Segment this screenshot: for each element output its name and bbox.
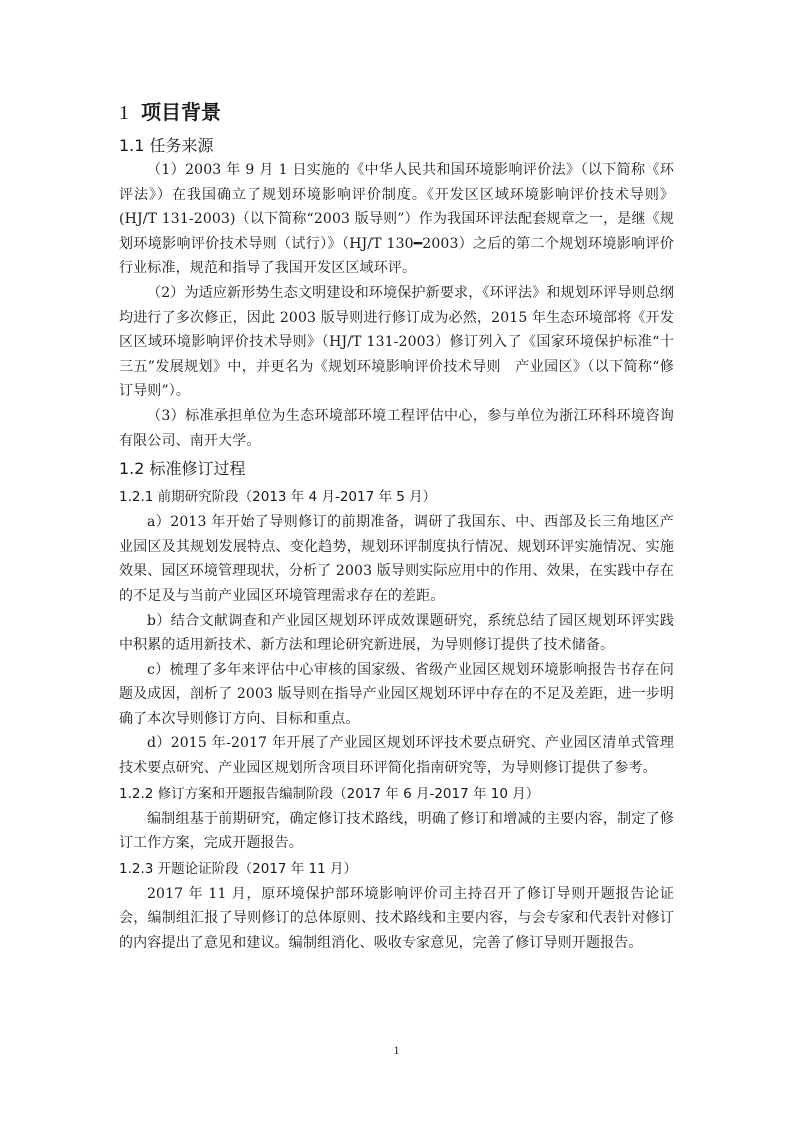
paragraph: b）结合文献调查和产业园区规划环评成效课题研究，系统总结了园区规划环评实践中积累的适用新技术、新方法和理论研究新进展，为导则修订提供了技术储备。 xyxy=(119,612,674,654)
heading-1-title: 项目背景 xyxy=(141,100,221,124)
paragraph: a）2013 年开始了导则修订的前期准备，调研了我国东、中、西部及长三角地区产业园区及其规划发展特点、变化趋势，规划环评制度执行情况、规划环评实施情况、实施效果、园区环境管理现状，分析了 2003 版导则实际应用中的作用、效果，在实践中存在的不足及与当前产业园区环境管理需求存在的差距。 xyxy=(119,514,674,604)
paragraph: 编制组基于前期研究，确定修订技术路线，明确了修订和增减的主要内容，制定了修订工作方案，完成开题报告。 xyxy=(119,810,674,852)
paragraph: 2017 年 11 月，原环境保护部环境影响评价司主持召开了修订导则开题报告论证会，编制组汇报了导则修订的总体原则、技术路线和主要内容，与会专家和代表针对修订的内容提出了意见和建议。编制组消化、吸收专家意见，完善了修订导则开题报告。 xyxy=(119,885,674,952)
page-number: 1 xyxy=(393,1043,400,1057)
paragraph: d）2015 年-2017 年开展了产业园区规划环评技术要点研究、产业园区清单式管理技术要点研究、产业园区规划所含项目环评简化指南研究等，为导则修订提供了参考。 xyxy=(119,735,674,777)
paragraph: （2）为适应新形势生态文明建设和环境保护新要求，《环评法》和规划环评导则总纲均进行了多次修正，因此 2003 版导则进行修订成为必然，2015 年生态环境部将《开发区区域环境影响评价技术导则》（HJ/T 131-2003）修订列入了《国家环境保护标准“十三五”发展规划》中，并更名为《规划环境影响评价技术导则 产业园区》（以下简称“修订导则”）。 xyxy=(119,284,674,400)
section-1-2-title: 1.2 标准修订过程 xyxy=(119,459,246,479)
section-1-2-3-title: 1.2.3 开题论证阶段（2017 年 11 月） xyxy=(119,860,358,877)
section-1-1-title: 1.1 任务来源 xyxy=(119,136,214,155)
heading-1 xyxy=(119,98,674,127)
section-1-2-2-title: 1.2.2 修订方案和开题报告编制阶段（2017 年 6 月-2017 年 10 月） xyxy=(119,785,540,802)
document-page xyxy=(119,98,674,956)
section-1-2-1-title: 1.2.1 前期研究阶段（2013 年 4 月-2017 年 5 月） xyxy=(119,489,437,506)
paragraph: （1）2003 年 9 月 1 日实施的《中华人民共和国环境影响评价法》（以下简称《环评法》）在我国确立了规划环境影响评价制度。《开发区区域环境影响评价技术导则》(HJ/T 131-2003)（以下简称“2003 版导则”）作为我国环评法配套规章之一，是继《规划环境影响评价技术导则（试行）》（HJ/T 130━2003）之后的第二个规划环境影响评价行业标准，规范和指导了我国开发区区域环评。 xyxy=(119,162,674,277)
heading-1-number: 1 xyxy=(119,102,129,124)
paragraph: c）梳理了多年来评估中心审核的国家级、省级产业园区规划环境影响报告书存在问题及成因，剖析了 2003 版导则在指导产业园区规划环评中存在的不足及差距，进一步明确了本次导则修订方向、目标和重点。 xyxy=(119,661,674,727)
paragraph: （3）标准承担单位为生态环境部环境工程评估中心，参与单位为浙江环科环境咨询有限公司、南开大学。 xyxy=(119,407,674,449)
